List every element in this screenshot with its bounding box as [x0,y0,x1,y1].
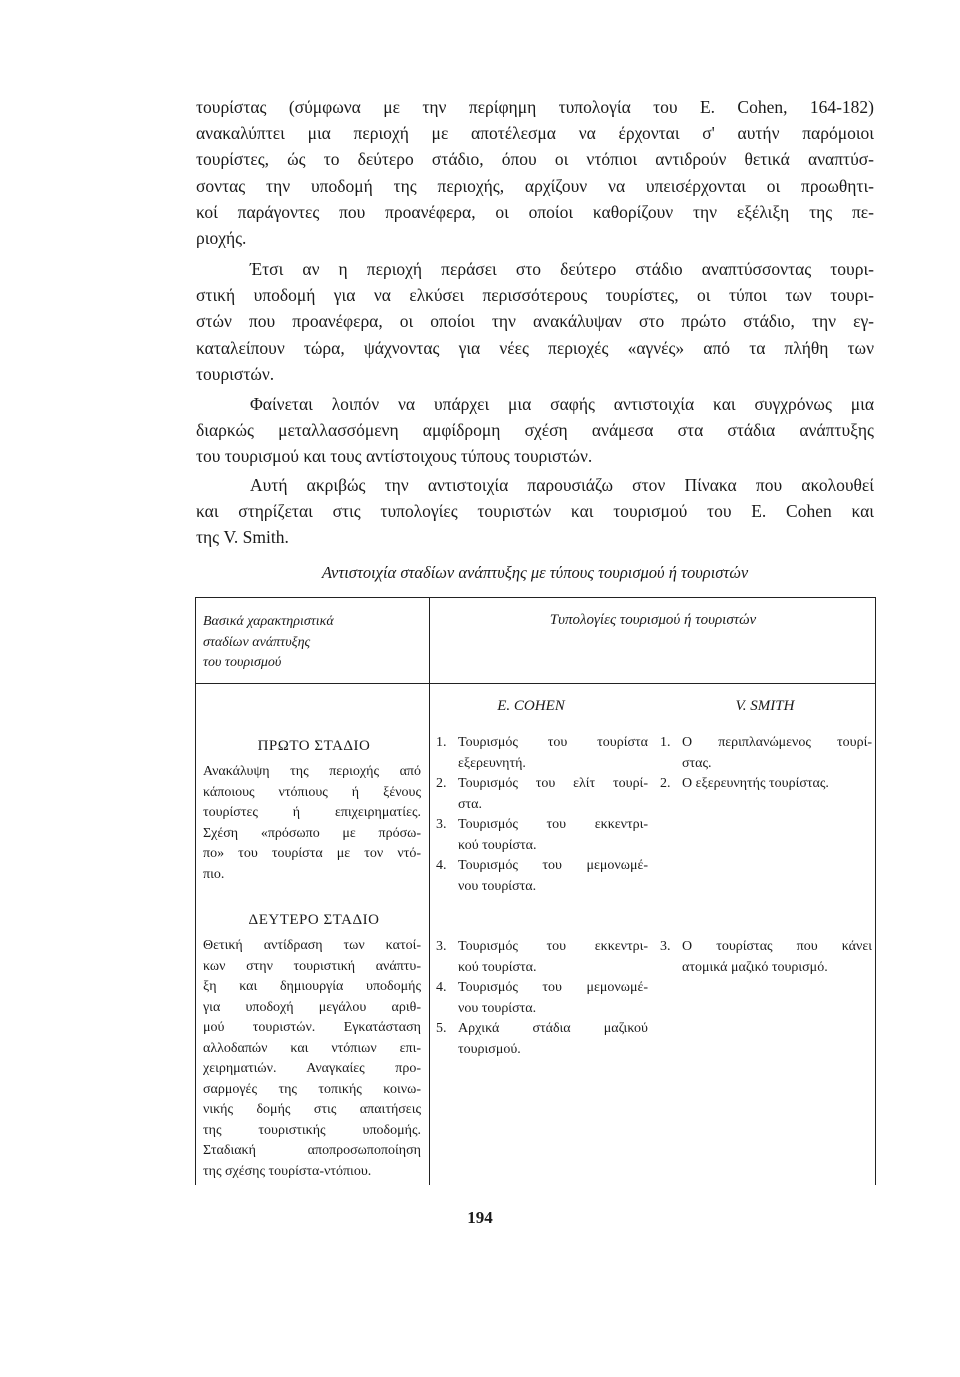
item-line: τουρισμού. [458,1041,521,1057]
header-stage-characteristics [203,612,425,674]
list-item [660,733,872,774]
item-number: 3. [436,939,447,954]
stage-1-smith-list [660,733,872,795]
item-number: 2. [436,776,447,791]
list-item [660,937,872,978]
list-item [660,774,872,795]
stage-1-description [203,762,421,885]
item-line: νου τουρίστα. [458,878,537,894]
desc-line: Ανακάλυψη της περιοχής από [203,764,421,779]
desc-line: πιο. [203,866,225,882]
list-item [436,978,648,1019]
table-column-divider [429,597,430,1185]
item-number: 2. [660,776,671,791]
text-line: τουρίστας (σύμφωνα με την περίφημη τυπολογία του Ε. Cohen, 164-182) [196,97,874,117]
text-line: σοντας την υποδομή της περιοχής, αρχίζουν να υπεισέρχονται οι προωθητι- [196,175,874,196]
list-item [436,815,648,856]
stage-2-cohen-list [436,937,648,1060]
column-smith: V. SMITH [735,698,795,714]
list-item [436,1019,648,1060]
paragraph-3 [196,391,874,470]
text-line: ριοχής. [196,227,247,248]
desc-line: αλλοδαπών και ντόπιων επι- [203,1040,421,1056]
item-number: 4. [436,980,447,995]
item-line: ατομικά μαζικό τουρισμό. [682,959,828,975]
item-number: 5. [436,1021,447,1036]
desc-line: κάποιους ντόπιους ή ξένους [203,784,421,800]
list-item [436,856,648,897]
item-number: 3. [660,939,671,954]
item-line: Τουρισμός του εκκεντρι- [458,939,648,954]
item-line: Τουρισμός του τουρίστα [458,735,648,750]
item-line: κού τουρίστα. [458,837,537,853]
text-line: και στηρίζεται στις τυπολογίες τουριστών και τουρισμού του Ε. Cohen και [196,501,874,522]
table-left-border [195,597,196,1185]
table-right-border [875,597,876,1185]
paragraph-1 [196,94,874,251]
text-line: στική υποδομή για να ελκύσει περισσότερους τουρίστες, οι τύποι των τουρι- [196,285,874,306]
stage-2-smith-list [660,937,872,978]
paragraph-2 [196,256,874,387]
text-line: τουρίστες, ώς το δεύτερο στάδιο, όπου οι ντόπιοι αντιδρούν θετικά αναπτύσ- [196,149,874,170]
desc-line: της τουριστικής υποδομής. [203,1122,421,1138]
desc-line: νικής δομής στις απαιτήσεις [203,1102,421,1117]
text-line: Αυτή ακριβώς την αντιστοιχία παρουσιάζω στον Πίνακα που ακολουθεί [250,475,874,495]
header-line: του τουρισμού [203,655,282,670]
item-number: 3. [436,817,447,832]
item-number: 1. [660,735,671,750]
desc-line: Θετική αντίδραση των κατοί- [203,938,421,953]
desc-line: για υποδοχή μεγάλου αριθ- [203,999,421,1015]
stage-1-title: ΠΡΩΤΟ ΣΤΑΔΙΟ [257,738,371,754]
text-line: τουριστών. [196,363,275,384]
stage-2-title: ΔΕΥΤΕΡΟ ΣΤΑΔΙΟ [248,912,380,928]
desc-line: Σταδιακή αποπροσωποποίηση [203,1143,421,1158]
page-number: 194 [467,1208,493,1227]
item-line: νου τουρίστα. [458,1000,537,1016]
item-line: Ο περιπλανώμενος τουρί- [682,735,872,750]
desc-line: Σχέση «πρόσωπο με πρόσω- [203,825,421,841]
item-line: Τουρισμός του μεμονωμέ- [458,980,648,995]
text-line: της V. Smith. [196,527,289,548]
item-line: Τουρισμός του μεμονωμέ- [458,858,648,873]
desc-line: κων στην τουριστική ανάπτυ- [203,958,421,974]
item-line: κού τουρίστα. [458,959,537,975]
text-line: ανακαλύπτει μια περιοχή με αποτέλεσμα να έρχονται σ' αυτήν παρόμοιοι [196,123,874,144]
item-line: Ο εξερευνητής τουρίστας. [682,776,829,791]
header-typologies: Τυπολογίες τουρισμού ή τουριστών [549,612,757,628]
item-line: εξερευνητή. [458,755,526,771]
desc-line: της σχέσης τουρίστα-ντόπιου. [203,1163,372,1179]
text-line: Φαίνεται λοιπόν να υπάρχει μια σαφής αντιστοιχία και συγχρόνως μια [250,394,874,414]
item-line: στας. [682,755,712,771]
table-header-divider [195,683,876,684]
desc-line: μού τουριστών. Εγκατάσταση [203,1020,421,1035]
item-number: 1. [436,735,447,750]
item-line: Αρχικά στάδια μαζικού [458,1021,648,1036]
paragraph-4 [196,472,874,551]
desc-line: πο» του τουρίστα με τον ντό- [203,846,421,861]
stage-2-description [203,936,421,1182]
list-item [436,733,648,774]
desc-line: ξη και δημιουργία υποδομής [203,979,421,994]
header-line: Βασικά χαρακτηριστικά [203,614,334,629]
desc-line: σαρμογές της τοπικής κοινω- [203,1081,421,1097]
desc-line: τουρίστες ή επιχειρηματίες. [203,805,421,820]
header-line: σταδίων ανάπτυξης [203,634,311,650]
text-line: καταλείπουν τώρα, ψάχνοντας για νέες περιοχές «αγνές» από τα πλήθη των [196,337,874,358]
text-line: Έτσι αν η περιοχή περάσει στο δεύτερο στάδιο αναπτύσσοντας τουρι- [250,259,874,279]
text-line: του τουρισμού και τους αντίστοιχους τύπους τουριστών. [196,446,593,467]
item-line: στα. [458,796,483,812]
table-title: Αντιστοιχία σταδίων ανάπτυξης με τύπους τουρισμού ή τουριστών [321,563,749,582]
correspondence-table [195,597,876,1185]
stage-1-cohen-list [436,733,648,897]
text-line: στών που προανέφερα, οι οποίοι την ανακάλυψαν στο πρώτο στάδιο, την εγ- [196,311,874,332]
item-line: Τουρισμός του εκκεντρι- [458,817,648,832]
list-item [436,774,648,815]
item-line: Τουρισμός του ελίτ τουρί- [458,776,648,791]
list-item [436,937,648,978]
text-line: διαρκώς μεταλλασσόμενη αμφίδρομη σχέση ανάμεσα στα στάδια ανάπτυξης [196,420,874,441]
item-number: 4. [436,858,447,873]
table-top-border [195,597,876,598]
desc-line: χειρηματιών. Αναγκαίες προ- [203,1061,421,1076]
column-cohen: E. COHEN [497,698,565,714]
item-line: Ο τουρίστας που κάνει [682,939,872,954]
text-line: κοί παράγοντες που προανέφερα, οι οποίοι καθορίζουν την εξέλιξη της πε- [196,201,874,222]
